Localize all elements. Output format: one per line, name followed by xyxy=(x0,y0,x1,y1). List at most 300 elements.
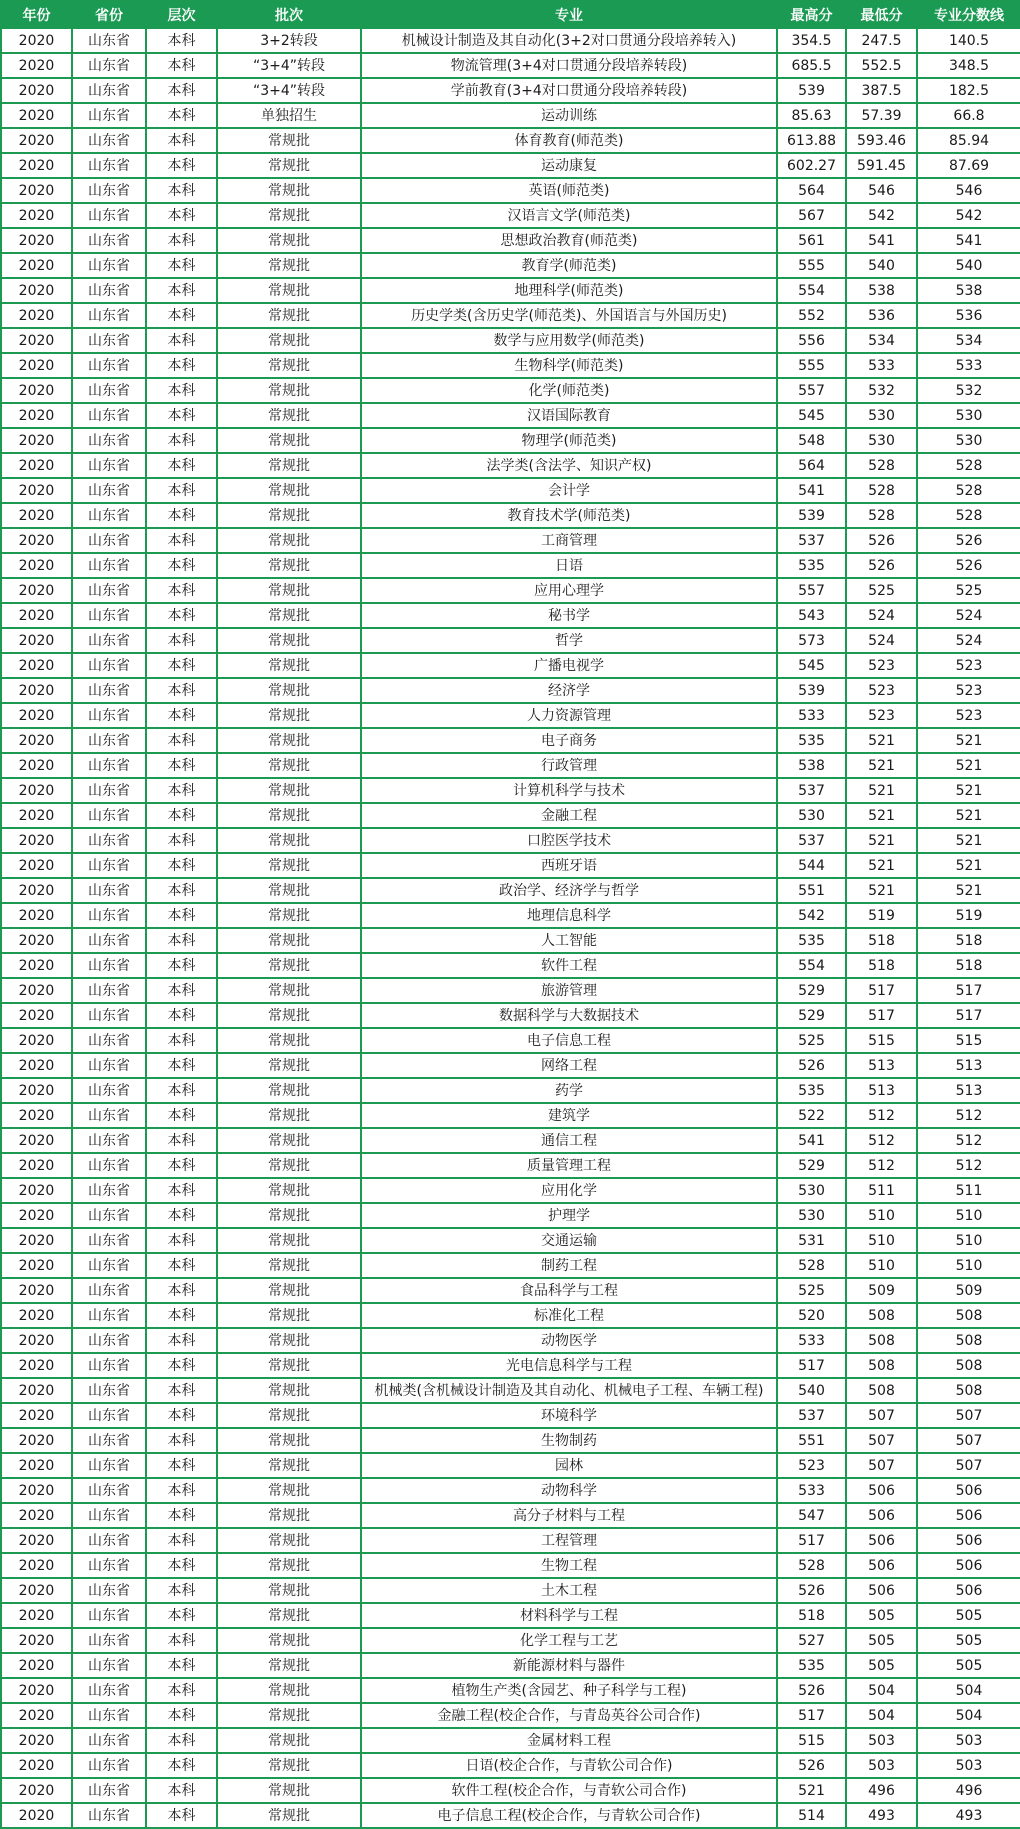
province-cell: 山东省 xyxy=(72,1203,146,1228)
major-cell: 工商管理 xyxy=(361,528,777,553)
max-score-cell: 538 xyxy=(777,753,846,778)
province-cell: 山东省 xyxy=(72,778,146,803)
min-score-cell: 552.5 xyxy=(846,53,917,78)
cutoff-score-cell: 540 xyxy=(917,253,1020,278)
table-row xyxy=(1,1128,1020,1153)
year-cell: 2020 xyxy=(1,1228,72,1253)
year-cell: 2020 xyxy=(1,703,72,728)
major-cell: 物流管理(3+4对口贯通分段培养转段) xyxy=(361,53,777,78)
min-score-cell: 515 xyxy=(846,1028,917,1053)
major-cell: 交通运输 xyxy=(361,1228,777,1253)
cutoff-score-cell: 521 xyxy=(917,728,1020,753)
max-score-cell: 551 xyxy=(777,878,846,903)
major-cell: 旅游管理 xyxy=(361,978,777,1003)
major-cell: 口腔医学技术 xyxy=(361,828,777,853)
max-score-cell: 561 xyxy=(777,228,846,253)
batch-cell: 常规批 xyxy=(217,1328,361,1353)
batch-cell: 常规批 xyxy=(217,253,361,278)
province-cell: 山东省 xyxy=(72,1278,146,1303)
major-cell: 通信工程 xyxy=(361,1128,777,1153)
min-score-cell: 521 xyxy=(846,778,917,803)
table-row xyxy=(1,303,1020,328)
min-score-cell: 528 xyxy=(846,478,917,503)
year-cell: 2020 xyxy=(1,1803,72,1828)
cutoff-score-cell: 507 xyxy=(917,1403,1020,1428)
batch-cell: 常规批 xyxy=(217,1428,361,1453)
level-cell: 本科 xyxy=(146,653,217,678)
min-score-cell: 593.46 xyxy=(846,128,917,153)
max-score-cell: 613.88 xyxy=(777,128,846,153)
min-score-cell: 517 xyxy=(846,1003,917,1028)
min-score-cell: 509 xyxy=(846,1278,917,1303)
min-score-cell: 387.5 xyxy=(846,78,917,103)
batch-cell: 常规批 xyxy=(217,1678,361,1703)
max-score-cell: 522 xyxy=(777,1103,846,1128)
min-score-cell: 534 xyxy=(846,328,917,353)
year-cell: 2020 xyxy=(1,203,72,228)
province-cell: 山东省 xyxy=(72,253,146,278)
table-row xyxy=(1,1703,1020,1728)
level-cell: 本科 xyxy=(146,303,217,328)
level-cell: 本科 xyxy=(146,1078,217,1103)
year-cell: 2020 xyxy=(1,378,72,403)
level-cell: 本科 xyxy=(146,1378,217,1403)
batch-cell: 常规批 xyxy=(217,1028,361,1053)
province-cell: 山东省 xyxy=(72,1528,146,1553)
major-cell: 教育技术学(师范类) xyxy=(361,503,777,528)
year-cell: 2020 xyxy=(1,878,72,903)
province-cell: 山东省 xyxy=(72,178,146,203)
batch-cell: 常规批 xyxy=(217,728,361,753)
min-score-cell: 517 xyxy=(846,978,917,1003)
min-score-cell: 518 xyxy=(846,928,917,953)
table-row xyxy=(1,353,1020,378)
major-cell: 地理信息科学 xyxy=(361,903,777,928)
cutoff-score-cell: 508 xyxy=(917,1303,1020,1328)
max-score-cell: 517 xyxy=(777,1353,846,1378)
batch-cell: 常规批 xyxy=(217,228,361,253)
min-score-cell: 521 xyxy=(846,878,917,903)
batch-cell: 常规批 xyxy=(217,1703,361,1728)
table-row xyxy=(1,1253,1020,1278)
max-score-cell: 535 xyxy=(777,1078,846,1103)
table-row xyxy=(1,1278,1020,1303)
cutoff-score-cell: 505 xyxy=(917,1603,1020,1628)
province-cell: 山东省 xyxy=(72,1478,146,1503)
year-cell: 2020 xyxy=(1,828,72,853)
year-cell: 2020 xyxy=(1,753,72,778)
year-cell: 2020 xyxy=(1,1728,72,1753)
min-score-cell: 518 xyxy=(846,953,917,978)
year-cell: 2020 xyxy=(1,503,72,528)
cutoff-score-cell: 511 xyxy=(917,1178,1020,1203)
max-score-cell: 537 xyxy=(777,528,846,553)
major-cell: 机械设计制造及其自动化(3+2对口贯通分段培养转入) xyxy=(361,28,777,53)
min-score-cell: 525 xyxy=(846,578,917,603)
level-cell: 本科 xyxy=(146,578,217,603)
year-cell: 2020 xyxy=(1,1128,72,1153)
year-cell: 2020 xyxy=(1,1703,72,1728)
level-cell: 本科 xyxy=(146,1578,217,1603)
year-cell: 2020 xyxy=(1,1153,72,1178)
batch-cell: 常规批 xyxy=(217,528,361,553)
level-cell: 本科 xyxy=(146,378,217,403)
level-cell: 本科 xyxy=(146,1253,217,1278)
level-cell: 本科 xyxy=(146,1053,217,1078)
major-cell: 电子信息工程(校企合作，与青软公司合作) xyxy=(361,1803,777,1828)
major-cell: 人工智能 xyxy=(361,928,777,953)
max-score-cell: 602.27 xyxy=(777,153,846,178)
province-cell: 山东省 xyxy=(72,1428,146,1453)
min-score-cell: 510 xyxy=(846,1228,917,1253)
max-score-cell: 528 xyxy=(777,1253,846,1278)
province-cell: 山东省 xyxy=(72,1503,146,1528)
min-score-cell: 528 xyxy=(846,453,917,478)
min-score-cell: 57.39 xyxy=(846,103,917,128)
province-cell: 山东省 xyxy=(72,628,146,653)
batch-cell: 常规批 xyxy=(217,928,361,953)
cutoff-score-cell: 534 xyxy=(917,328,1020,353)
cutoff-score-cell: 508 xyxy=(917,1353,1020,1378)
max-score-cell: 533 xyxy=(777,1478,846,1503)
batch-cell: 常规批 xyxy=(217,303,361,328)
cutoff-score-cell: 508 xyxy=(917,1378,1020,1403)
batch-cell: 常规批 xyxy=(217,1253,361,1278)
year-cell: 2020 xyxy=(1,1028,72,1053)
max-score-cell: 554 xyxy=(777,953,846,978)
min-score-cell: 508 xyxy=(846,1353,917,1378)
year-cell: 2020 xyxy=(1,628,72,653)
min-score-cell: 521 xyxy=(846,803,917,828)
cutoff-score-cell: 496 xyxy=(917,1778,1020,1803)
major-cell: 生物科学(师范类) xyxy=(361,353,777,378)
major-cell: 质量管理工程 xyxy=(361,1153,777,1178)
max-score-cell: 535 xyxy=(777,1653,846,1678)
year-cell: 2020 xyxy=(1,1578,72,1603)
province-cell: 山东省 xyxy=(72,1453,146,1478)
level-cell: 本科 xyxy=(146,1278,217,1303)
max-score-cell: 526 xyxy=(777,1678,846,1703)
year-cell: 2020 xyxy=(1,653,72,678)
min-score-cell: 513 xyxy=(846,1053,917,1078)
min-score-cell: 513 xyxy=(846,1078,917,1103)
cutoff-score-cell: 505 xyxy=(917,1628,1020,1653)
major-cell: 植物生产类(含园艺、种子科学与工程) xyxy=(361,1678,777,1703)
major-cell: 哲学 xyxy=(361,628,777,653)
min-score-cell: 523 xyxy=(846,703,917,728)
year-cell: 2020 xyxy=(1,528,72,553)
min-score-cell: 511 xyxy=(846,1178,917,1203)
cutoff-score-cell: 503 xyxy=(917,1728,1020,1753)
province-cell: 山东省 xyxy=(72,378,146,403)
cutoff-score-cell: 530 xyxy=(917,403,1020,428)
cutoff-score-cell: 518 xyxy=(917,928,1020,953)
max-score-cell: 564 xyxy=(777,178,846,203)
major-cell: 金融工程 xyxy=(361,803,777,828)
batch-cell: 常规批 xyxy=(217,453,361,478)
cutoff-score-cell: 504 xyxy=(917,1703,1020,1728)
min-score-cell: 508 xyxy=(846,1303,917,1328)
cutoff-score-cell: 506 xyxy=(917,1478,1020,1503)
year-cell: 2020 xyxy=(1,478,72,503)
level-cell: 本科 xyxy=(146,53,217,78)
max-score-cell: 526 xyxy=(777,1578,846,1603)
major-cell: 生物工程 xyxy=(361,1553,777,1578)
table-row xyxy=(1,1653,1020,1678)
level-cell: 本科 xyxy=(146,878,217,903)
max-score-cell: 517 xyxy=(777,1703,846,1728)
cutoff-score-cell: 528 xyxy=(917,503,1020,528)
cutoff-score-cell: 526 xyxy=(917,528,1020,553)
year-cell: 2020 xyxy=(1,253,72,278)
province-cell: 山东省 xyxy=(72,1603,146,1628)
min-score-cell: 506 xyxy=(846,1503,917,1528)
table-row xyxy=(1,753,1020,778)
max-score-cell: 564 xyxy=(777,453,846,478)
major-cell: 计算机科学与技术 xyxy=(361,778,777,803)
table-row xyxy=(1,28,1020,53)
min-score-cell: 521 xyxy=(846,828,917,853)
cutoff-score-cell: 523 xyxy=(917,703,1020,728)
year-cell: 2020 xyxy=(1,1353,72,1378)
major-cell: 日语(校企合作，与青软公司合作) xyxy=(361,1753,777,1778)
level-cell: 本科 xyxy=(146,203,217,228)
level-cell: 本科 xyxy=(146,128,217,153)
batch-cell: 常规批 xyxy=(217,278,361,303)
province-cell: 山东省 xyxy=(72,1803,146,1828)
cutoff-score-cell: 510 xyxy=(917,1203,1020,1228)
province-cell: 山东省 xyxy=(72,1303,146,1328)
year-cell: 2020 xyxy=(1,1603,72,1628)
batch-cell: 3+2转段 xyxy=(217,28,361,53)
table-row xyxy=(1,103,1020,128)
batch-cell: 常规批 xyxy=(217,803,361,828)
cutoff-score-cell: 525 xyxy=(917,578,1020,603)
table-row xyxy=(1,253,1020,278)
table-row xyxy=(1,328,1020,353)
cutoff-score-cell: 512 xyxy=(917,1128,1020,1153)
province-cell: 山东省 xyxy=(72,1178,146,1203)
cutoff-score-cell: 521 xyxy=(917,878,1020,903)
cutoff-score-cell: 506 xyxy=(917,1503,1020,1528)
year-cell: 2020 xyxy=(1,403,72,428)
cutoff-score-cell: 517 xyxy=(917,978,1020,1003)
min-score-cell: 505 xyxy=(846,1628,917,1653)
major-cell: 园林 xyxy=(361,1453,777,1478)
major-cell: 会计学 xyxy=(361,478,777,503)
table-row xyxy=(1,403,1020,428)
table-row xyxy=(1,1153,1020,1178)
year-cell: 2020 xyxy=(1,953,72,978)
province-cell: 山东省 xyxy=(72,78,146,103)
batch-cell: 常规批 xyxy=(217,1778,361,1803)
major-cell: 秘书学 xyxy=(361,603,777,628)
year-cell: 2020 xyxy=(1,1453,72,1478)
province-cell: 山东省 xyxy=(72,1378,146,1403)
level-cell: 本科 xyxy=(146,103,217,128)
level-cell: 本科 xyxy=(146,903,217,928)
province-cell: 山东省 xyxy=(72,1703,146,1728)
min-score-cell: 504 xyxy=(846,1678,917,1703)
table-row xyxy=(1,278,1020,303)
min-score-cell: 247.5 xyxy=(846,28,917,53)
cutoff-score-cell: 85.94 xyxy=(917,128,1020,153)
level-cell: 本科 xyxy=(146,428,217,453)
year-cell: 2020 xyxy=(1,78,72,103)
cutoff-score-cell: 523 xyxy=(917,678,1020,703)
cutoff-score-cell: 546 xyxy=(917,178,1020,203)
cutoff-score-cell: 508 xyxy=(917,1328,1020,1353)
batch-cell: 常规批 xyxy=(217,153,361,178)
min-score-cell: 510 xyxy=(846,1253,917,1278)
batch-cell: 常规批 xyxy=(217,1278,361,1303)
province-cell: 山东省 xyxy=(72,453,146,478)
year-cell: 2020 xyxy=(1,803,72,828)
table-row xyxy=(1,803,1020,828)
batch-cell: 常规批 xyxy=(217,1053,361,1078)
year-cell: 2020 xyxy=(1,1478,72,1503)
max-score-cell: 521 xyxy=(777,1778,846,1803)
year-cell: 2020 xyxy=(1,1003,72,1028)
min-score-cell: 503 xyxy=(846,1753,917,1778)
min-score-cell: 506 xyxy=(846,1553,917,1578)
batch-cell: 常规批 xyxy=(217,1478,361,1503)
batch-cell: 常规批 xyxy=(217,1203,361,1228)
max-score-cell: 533 xyxy=(777,703,846,728)
min-score-cell: 536 xyxy=(846,303,917,328)
table-row xyxy=(1,853,1020,878)
max-score-cell: 530 xyxy=(777,1178,846,1203)
level-cell: 本科 xyxy=(146,1653,217,1678)
max-score-cell: 555 xyxy=(777,253,846,278)
province-cell: 山东省 xyxy=(72,1028,146,1053)
max-score-cell: 545 xyxy=(777,653,846,678)
batch-cell: 常规批 xyxy=(217,1353,361,1378)
province-cell: 山东省 xyxy=(72,1678,146,1703)
major-cell: 地理科学(师范类) xyxy=(361,278,777,303)
major-cell: 行政管理 xyxy=(361,753,777,778)
header-year: 年份 xyxy=(1,1,72,28)
province-cell: 山东省 xyxy=(72,103,146,128)
batch-cell: 常规批 xyxy=(217,428,361,453)
batch-cell: 常规批 xyxy=(217,878,361,903)
max-score-cell: 529 xyxy=(777,1003,846,1028)
min-score-cell: 523 xyxy=(846,678,917,703)
level-cell: 本科 xyxy=(146,353,217,378)
major-cell: 新能源材料与器件 xyxy=(361,1653,777,1678)
province-cell: 山东省 xyxy=(72,303,146,328)
batch-cell: 常规批 xyxy=(217,503,361,528)
cutoff-score-cell: 513 xyxy=(917,1053,1020,1078)
province-cell: 山东省 xyxy=(72,1053,146,1078)
level-cell: 本科 xyxy=(146,978,217,1003)
major-cell: 光电信息科学与工程 xyxy=(361,1353,777,1378)
min-score-cell: 508 xyxy=(846,1328,917,1353)
level-cell: 本科 xyxy=(146,1203,217,1228)
batch-cell: 常规批 xyxy=(217,328,361,353)
max-score-cell: 520 xyxy=(777,1303,846,1328)
major-cell: 教育学(师范类) xyxy=(361,253,777,278)
max-score-cell: 527 xyxy=(777,1628,846,1653)
table-row xyxy=(1,928,1020,953)
min-score-cell: 496 xyxy=(846,1778,917,1803)
batch-cell: 常规批 xyxy=(217,1553,361,1578)
year-cell: 2020 xyxy=(1,1428,72,1453)
province-cell: 山东省 xyxy=(72,1728,146,1753)
batch-cell: 常规批 xyxy=(217,353,361,378)
cutoff-score-cell: 182.5 xyxy=(917,78,1020,103)
major-cell: 学前教育(3+4对口贯通分段培养转段) xyxy=(361,78,777,103)
max-score-cell: 556 xyxy=(777,328,846,353)
batch-cell: 常规批 xyxy=(217,1153,361,1178)
level-cell: 本科 xyxy=(146,553,217,578)
table-row xyxy=(1,1078,1020,1103)
batch-cell: 常规批 xyxy=(217,1753,361,1778)
table-row xyxy=(1,553,1020,578)
province-cell: 山东省 xyxy=(72,1353,146,1378)
table-row xyxy=(1,153,1020,178)
max-score-cell: 526 xyxy=(777,1753,846,1778)
min-score-cell: 532 xyxy=(846,378,917,403)
major-cell: 材料科学与工程 xyxy=(361,1603,777,1628)
batch-cell: 常规批 xyxy=(217,853,361,878)
year-cell: 2020 xyxy=(1,453,72,478)
province-cell: 山东省 xyxy=(72,228,146,253)
max-score-cell: 515 xyxy=(777,1728,846,1753)
level-cell: 本科 xyxy=(146,753,217,778)
max-score-cell: 541 xyxy=(777,1128,846,1153)
min-score-cell: 526 xyxy=(846,528,917,553)
max-score-cell: 551 xyxy=(777,1428,846,1453)
level-cell: 本科 xyxy=(146,1128,217,1153)
major-cell: 历史学类(含历史学(师范类)、外国语言与外国历史) xyxy=(361,303,777,328)
max-score-cell: 529 xyxy=(777,978,846,1003)
cutoff-score-cell: 506 xyxy=(917,1553,1020,1578)
table-row xyxy=(1,653,1020,678)
table-row xyxy=(1,1328,1020,1353)
year-cell: 2020 xyxy=(1,1178,72,1203)
max-score-cell: 548 xyxy=(777,428,846,453)
year-cell: 2020 xyxy=(1,428,72,453)
header-min-score: 最低分 xyxy=(846,1,917,28)
province-cell: 山东省 xyxy=(72,853,146,878)
province-cell: 山东省 xyxy=(72,1328,146,1353)
level-cell: 本科 xyxy=(146,1028,217,1053)
table-row xyxy=(1,628,1020,653)
batch-cell: 常规批 xyxy=(217,828,361,853)
header-province: 省份 xyxy=(72,1,146,28)
major-cell: 高分子材料与工程 xyxy=(361,1503,777,1528)
province-cell: 山东省 xyxy=(72,528,146,553)
batch-cell: 常规批 xyxy=(217,703,361,728)
cutoff-score-cell: 521 xyxy=(917,753,1020,778)
batch-cell: 常规批 xyxy=(217,1403,361,1428)
min-score-cell: 510 xyxy=(846,1203,917,1228)
province-cell: 山东省 xyxy=(72,403,146,428)
max-score-cell: 557 xyxy=(777,378,846,403)
min-score-cell: 526 xyxy=(846,553,917,578)
cutoff-score-cell: 512 xyxy=(917,1153,1020,1178)
min-score-cell: 528 xyxy=(846,503,917,528)
batch-cell: 常规批 xyxy=(217,1078,361,1103)
level-cell: 本科 xyxy=(146,1628,217,1653)
level-cell: 本科 xyxy=(146,1678,217,1703)
table-row xyxy=(1,1028,1020,1053)
table-row xyxy=(1,1753,1020,1778)
year-cell: 2020 xyxy=(1,1053,72,1078)
level-cell: 本科 xyxy=(146,253,217,278)
min-score-cell: 519 xyxy=(846,903,917,928)
